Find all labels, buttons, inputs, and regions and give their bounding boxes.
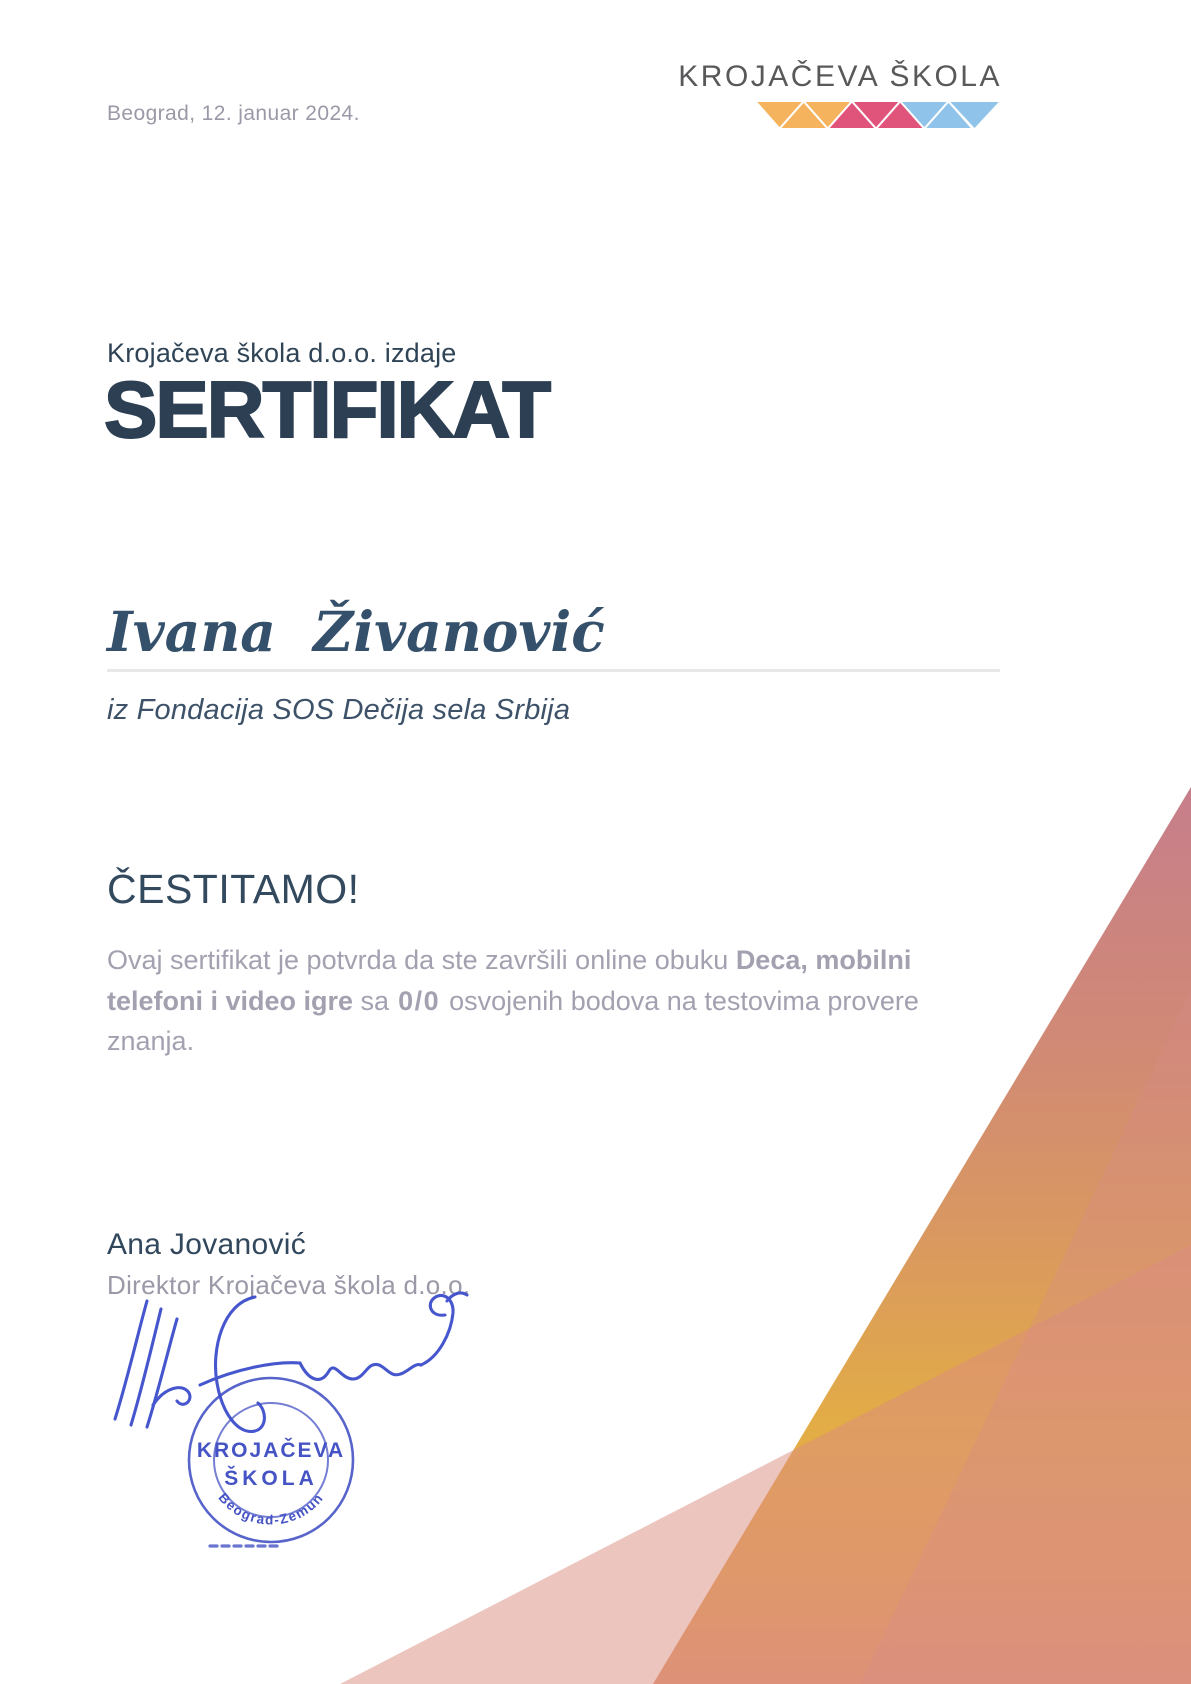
- body-text-pre: Ovaj sertifikat je potvrda da ste završili online obuku: [107, 945, 736, 975]
- congrats-heading: ČESTITAMO!: [107, 866, 360, 912]
- stamp-bottom-arc-text: Beograd-Zemun: [215, 1489, 327, 1528]
- company-stamp: [189, 1378, 353, 1546]
- school-logo: [678, 60, 1002, 129]
- course-name: Deca, mobilni telefoni i video igre: [107, 945, 919, 1016]
- body-text-post: osvojenih bodova na testovima provere znanja.: [107, 985, 927, 1056]
- certificate-title: SERTIFIKAT: [104, 365, 550, 454]
- signatory-name: Ana Jovanović: [107, 1228, 307, 1261]
- recipient-name: Ivana Živanović: [107, 599, 605, 664]
- logo-text: KROJAČEVA ŠKOLA: [678, 60, 1002, 93]
- signatory-title: Direktor Krojačeva škola d.o.o.: [107, 1270, 471, 1300]
- signature-ink: [115, 1293, 467, 1431]
- logo-triangles-icon: [754, 101, 1002, 129]
- score-value: 0/0: [398, 985, 441, 1016]
- date-line: Beograd, 12. januar 2024.: [107, 102, 360, 125]
- issuer-line: Krojačeva škola d.o.o. izdaje: [107, 338, 457, 368]
- stamp-line2: ŠKOLA: [224, 1467, 318, 1490]
- name-underline: [107, 669, 1000, 672]
- stamp-and-signature: [95, 1285, 475, 1575]
- certificate-body-text: [107, 940, 993, 1062]
- recipient-organization: iz Fondacija SOS Dečija sela Srbija: [107, 694, 571, 726]
- stamp-line1: KROJAČEVA: [196, 1439, 346, 1462]
- body-text-mid: sa: [353, 985, 390, 1016]
